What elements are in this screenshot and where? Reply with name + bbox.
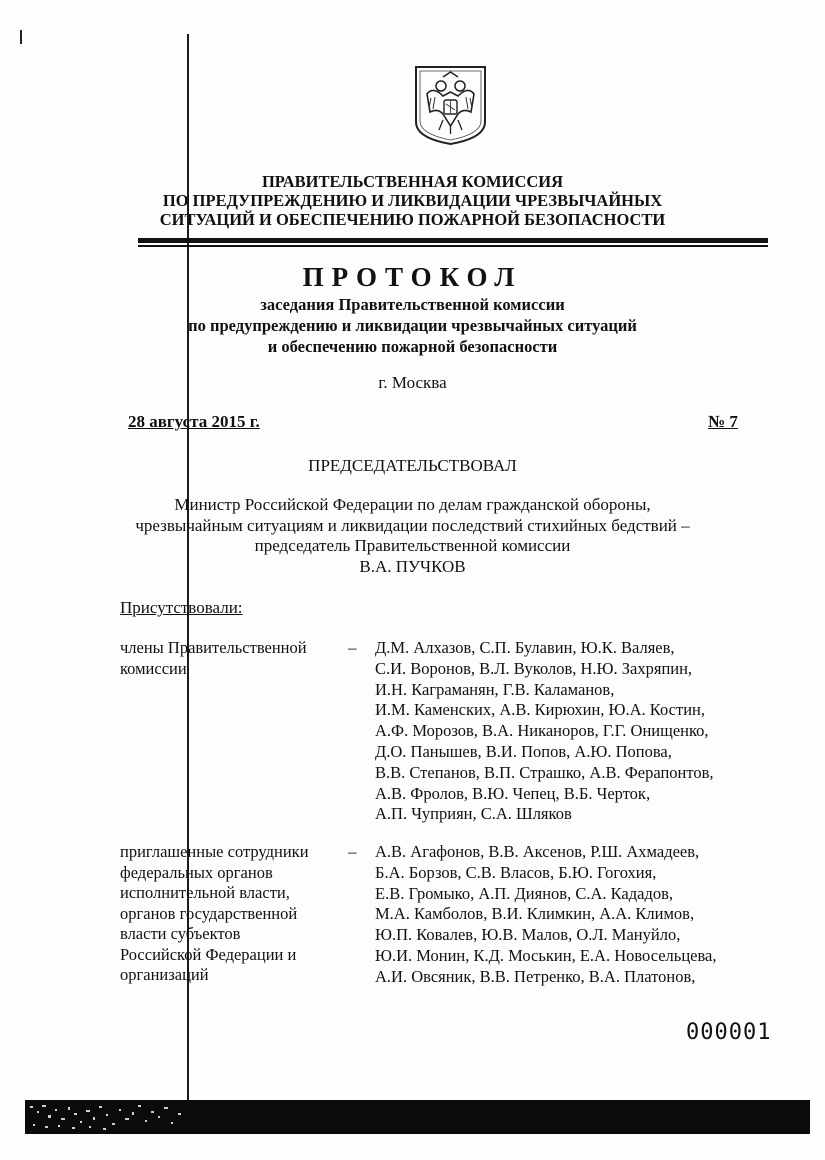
name-line: С.И. Воронов, В.Л. Вуколов, Н.Ю. Захряпин, [375, 658, 693, 678]
name-line: Б.А. Борзов, С.В. Власов, Б.Ю. Гогохия, [375, 862, 657, 882]
subtitle-line-2: по предупреждению и ликвидации чрезвычайных ситуаций [188, 316, 637, 335]
chair-line-3: председатель Правительственной комиссии [254, 536, 571, 555]
invited-label-line: органов государственной [120, 903, 298, 923]
attendance-heading: Присутствовали: [120, 598, 243, 617]
members-dash: – [348, 638, 357, 657]
members-label [120, 638, 307, 679]
name-line: Д.М. Алхазов, С.П. Булавин, Ю.К. Валяев, [375, 638, 675, 657]
name-line: И.Н. Каграманян, Г.В. Каламанов, [375, 679, 615, 699]
scan-noise-pattern [28, 1103, 188, 1131]
name-line: А.В. Агафонов, В.В. Аксенов, Р.Ш. Ахмадеев, [375, 842, 700, 861]
header-rule-thin [138, 245, 768, 247]
name-line: А.И. Овсяник, В.В. Петренко, В.А. Платонов, [375, 966, 696, 986]
name-line: Ю.П. Ковалев, Ю.В. Малов, О.Л. Мануйло, [375, 925, 681, 945]
org-line-3: СИТУАЦИЙ И ОБЕСПЕЧЕНИЮ ПОЖАРНОЙ БЕЗОПАСНОСТИ [159, 210, 666, 229]
chaired-heading: ПРЕДСЕДАТЕЛЬСТВОВАЛ [308, 456, 517, 475]
header-rule-thick [138, 238, 768, 243]
chair-name: В.А. ПУЧКОВ [359, 556, 466, 576]
name-line: И.М. Каменских, А.В. Кирюхин, Ю.А. Костин, [375, 700, 705, 720]
scan-artifact-mark [20, 30, 22, 44]
invited-label-line: федеральных органов [120, 862, 273, 882]
members-names [375, 638, 714, 825]
protocol-date: 28 августа 2015 г. [128, 412, 260, 431]
members-label-line: члены Правительственной [120, 638, 307, 657]
protocol-number: № 7 [708, 412, 738, 431]
invited-label [120, 842, 309, 986]
members-label-line: комиссии [120, 658, 187, 678]
document-subtitle [0, 294, 825, 357]
subtitle-line-1: заседания Правительственной комиссии [260, 295, 565, 314]
chair-block [0, 495, 825, 577]
org-line-2: ПО ПРЕДУПРЕЖДЕНИЮ И ЛИКВИДАЦИИ ЧРЕЗВЫЧАЙНЫХ [162, 191, 663, 210]
name-line: Ю.И. Монин, К.Д. Моськин, Е.А. Новосельцева, [375, 945, 717, 965]
invited-label-line: власти субъектов [120, 924, 241, 943]
chair-line-2: чрезвычайным ситуациям и ликвидации последствий стихийных бедствий – [135, 515, 690, 535]
document-title: ПРОТОКОЛ [302, 262, 523, 292]
page-number: 000001 [686, 1020, 772, 1045]
subtitle-line-3: и обеспечению пожарной безопасности [267, 337, 558, 356]
invited-dash: – [348, 842, 357, 861]
name-line: А.Ф. Морозов, В.А. Никаноров, Г.Г. Онищенко, [375, 721, 709, 741]
name-line: Е.В. Громыко, А.П. Диянов, С.А. Кададов, [375, 883, 674, 903]
name-line: М.А. Камболов, В.И. Климкин, А.А. Климов, [375, 904, 695, 924]
coat-of-arms-emblem [413, 64, 488, 146]
invited-names [375, 842, 717, 988]
name-line: Д.О. Панышев, В.И. Попов, А.Ю. Попова, [375, 741, 672, 761]
name-line: А.В. Фролов, В.Ю. Чепец, В.Б. Черток, [375, 783, 651, 803]
invited-label-line: исполнительной власти, [120, 883, 290, 902]
invited-label-line: организаций [120, 965, 209, 984]
org-line-1: ПРАВИТЕЛЬСТВЕННАЯ КОМИССИЯ [261, 172, 564, 191]
city: г. Москва [378, 373, 447, 392]
name-line: В.В. Степанов, В.П. Страшко, А.В. Ферапонтов, [375, 762, 714, 782]
chair-line-1: Министр Российской Федерации по делам гражданской обороны, [174, 495, 651, 514]
organization-heading [0, 172, 825, 229]
invited-label-line: приглашенные сотрудники [120, 842, 309, 861]
name-line: А.П. Чуприян, С.А. Шляков [375, 804, 572, 824]
invited-label-line: Российской Федерации и [120, 944, 297, 964]
